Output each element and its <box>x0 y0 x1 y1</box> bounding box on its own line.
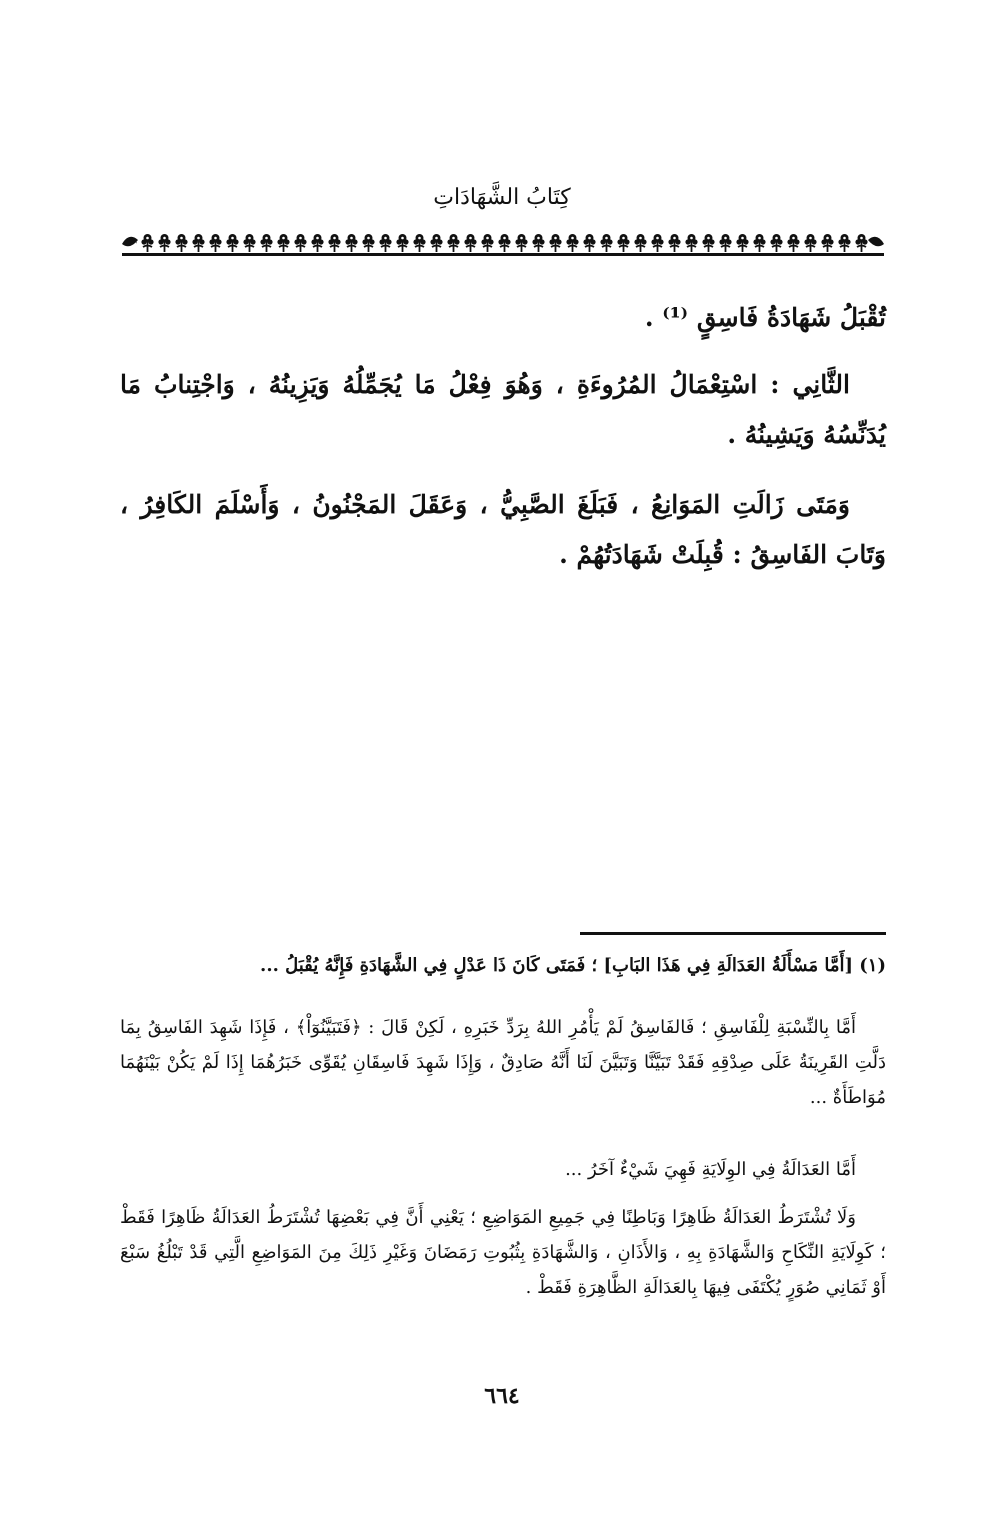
footnote-paragraph-fasiq: أَمَّا بِالنِّسْبَةِ لِلْفَاسِقِ ؛ فَالفَاسِقُ لَمْ يَأْمُرِ اللهُ بِرَدِّ خَبَرِهِ ، لَكِنْ قَالَ : ﴿فَتَبَيَّنُوٓاْ﴾ ، فَإِذَا شَهِدَ الفَاسِقُ بِمَا دَلَّتِ القَرِينَةُ عَلَى صِدْقِهِ فَقَدْ تَبَيَّنَّا وَتَبَيَّنَ لَنَا أَنَّهُ صَادِقٌ ، وَإِذَا شَهِدَ فَاسِقَانِ يُقَوِّى خَبَرُهُمَا إِذَا لَمْ يَكُنْ بَيْنَهُمَا مُوَاطَأَةٌ ... <box>120 1017 886 1108</box>
footnote-paragraph-adalah: وَلَا تُشْتَرَطُ العَدَالَةُ ظَاهِرًا وَبَاطِنًا فِي جَمِيعِ المَوَاضِعِ ؛ يَعْنِي أَنَّ فِي بَعْضِهَا تُشْتَرَطُ العَدَالَةُ ظَاهِرًا فَقَطْ ؛ كَوِلَايَةِ النِّكَاحِ وَالشَّهَادَةِ بِهِ ، وَالأَذَانِ ، وَالشَّهَادَةِ بِثُبُوتِ رَمَضَانَ وَغَيْرِ ذَلِكَ مِنَ المَوَاضِعِ الَّتِي قَدْ تَبْلُغُ سَبْعَ أَوْ ثَمَانِي صُوَرٍ يُكْتَفَى فِيهَا بِالعَدَالَةِ الظَّاهِرَةِ فَقَطْ . <box>120 1207 886 1298</box>
chapter-title: كِتَابُ الشَّهَادَاتِ <box>433 185 571 210</box>
floral-border-icon <box>122 230 884 256</box>
footnote-1-heading: (١) [أَمَّا مَسْأَلَةُ العَدَالَةِ فِي هَذَا البَابِ] ؛ فَمَتَى كَانَ ذَا عَدْلٍ فِي الشَّهَادَةِ فَإِنَّهُ يُقْبَلُ ... <box>260 955 886 976</box>
main-paragraph-3: وَمَتَى زَالَتِ المَوَانِعُ ، فَبَلَغَ الصَّبِيُّ ، وَعَقَلَ المَجْنُونُ ، وَأَسْلَمَ الكَافِرُ ، وَتَابَ الفَاسِقُ : قُبِلَتْ شَهَادَتُهُمْ . <box>120 490 886 569</box>
page-number: ٦٦٤ <box>484 1383 520 1409</box>
footnote-separator <box>580 932 886 935</box>
main-paragraph-1: تُقْبَلُ شَهَادَةُ فَاسِقٍ ⁽¹⁾ . <box>644 303 886 332</box>
main-paragraph-2: الثَّانِي : اسْتِعْمَالُ المُرُوءَةِ ، وَهُوَ فِعْلُ مَا يُجَمِّلُهُ وَيَزِينُهُ ، وَاجْتِنابُ مَا يُدَنِّسُهُ وَيَشِينُهُ . <box>120 370 886 449</box>
footnote-paragraph-wilayah: أَمَّا العَدَالَةُ فِي الوِلَايَةِ فَهِيَ شَيْءٌ آخَرُ ... <box>565 1159 856 1180</box>
